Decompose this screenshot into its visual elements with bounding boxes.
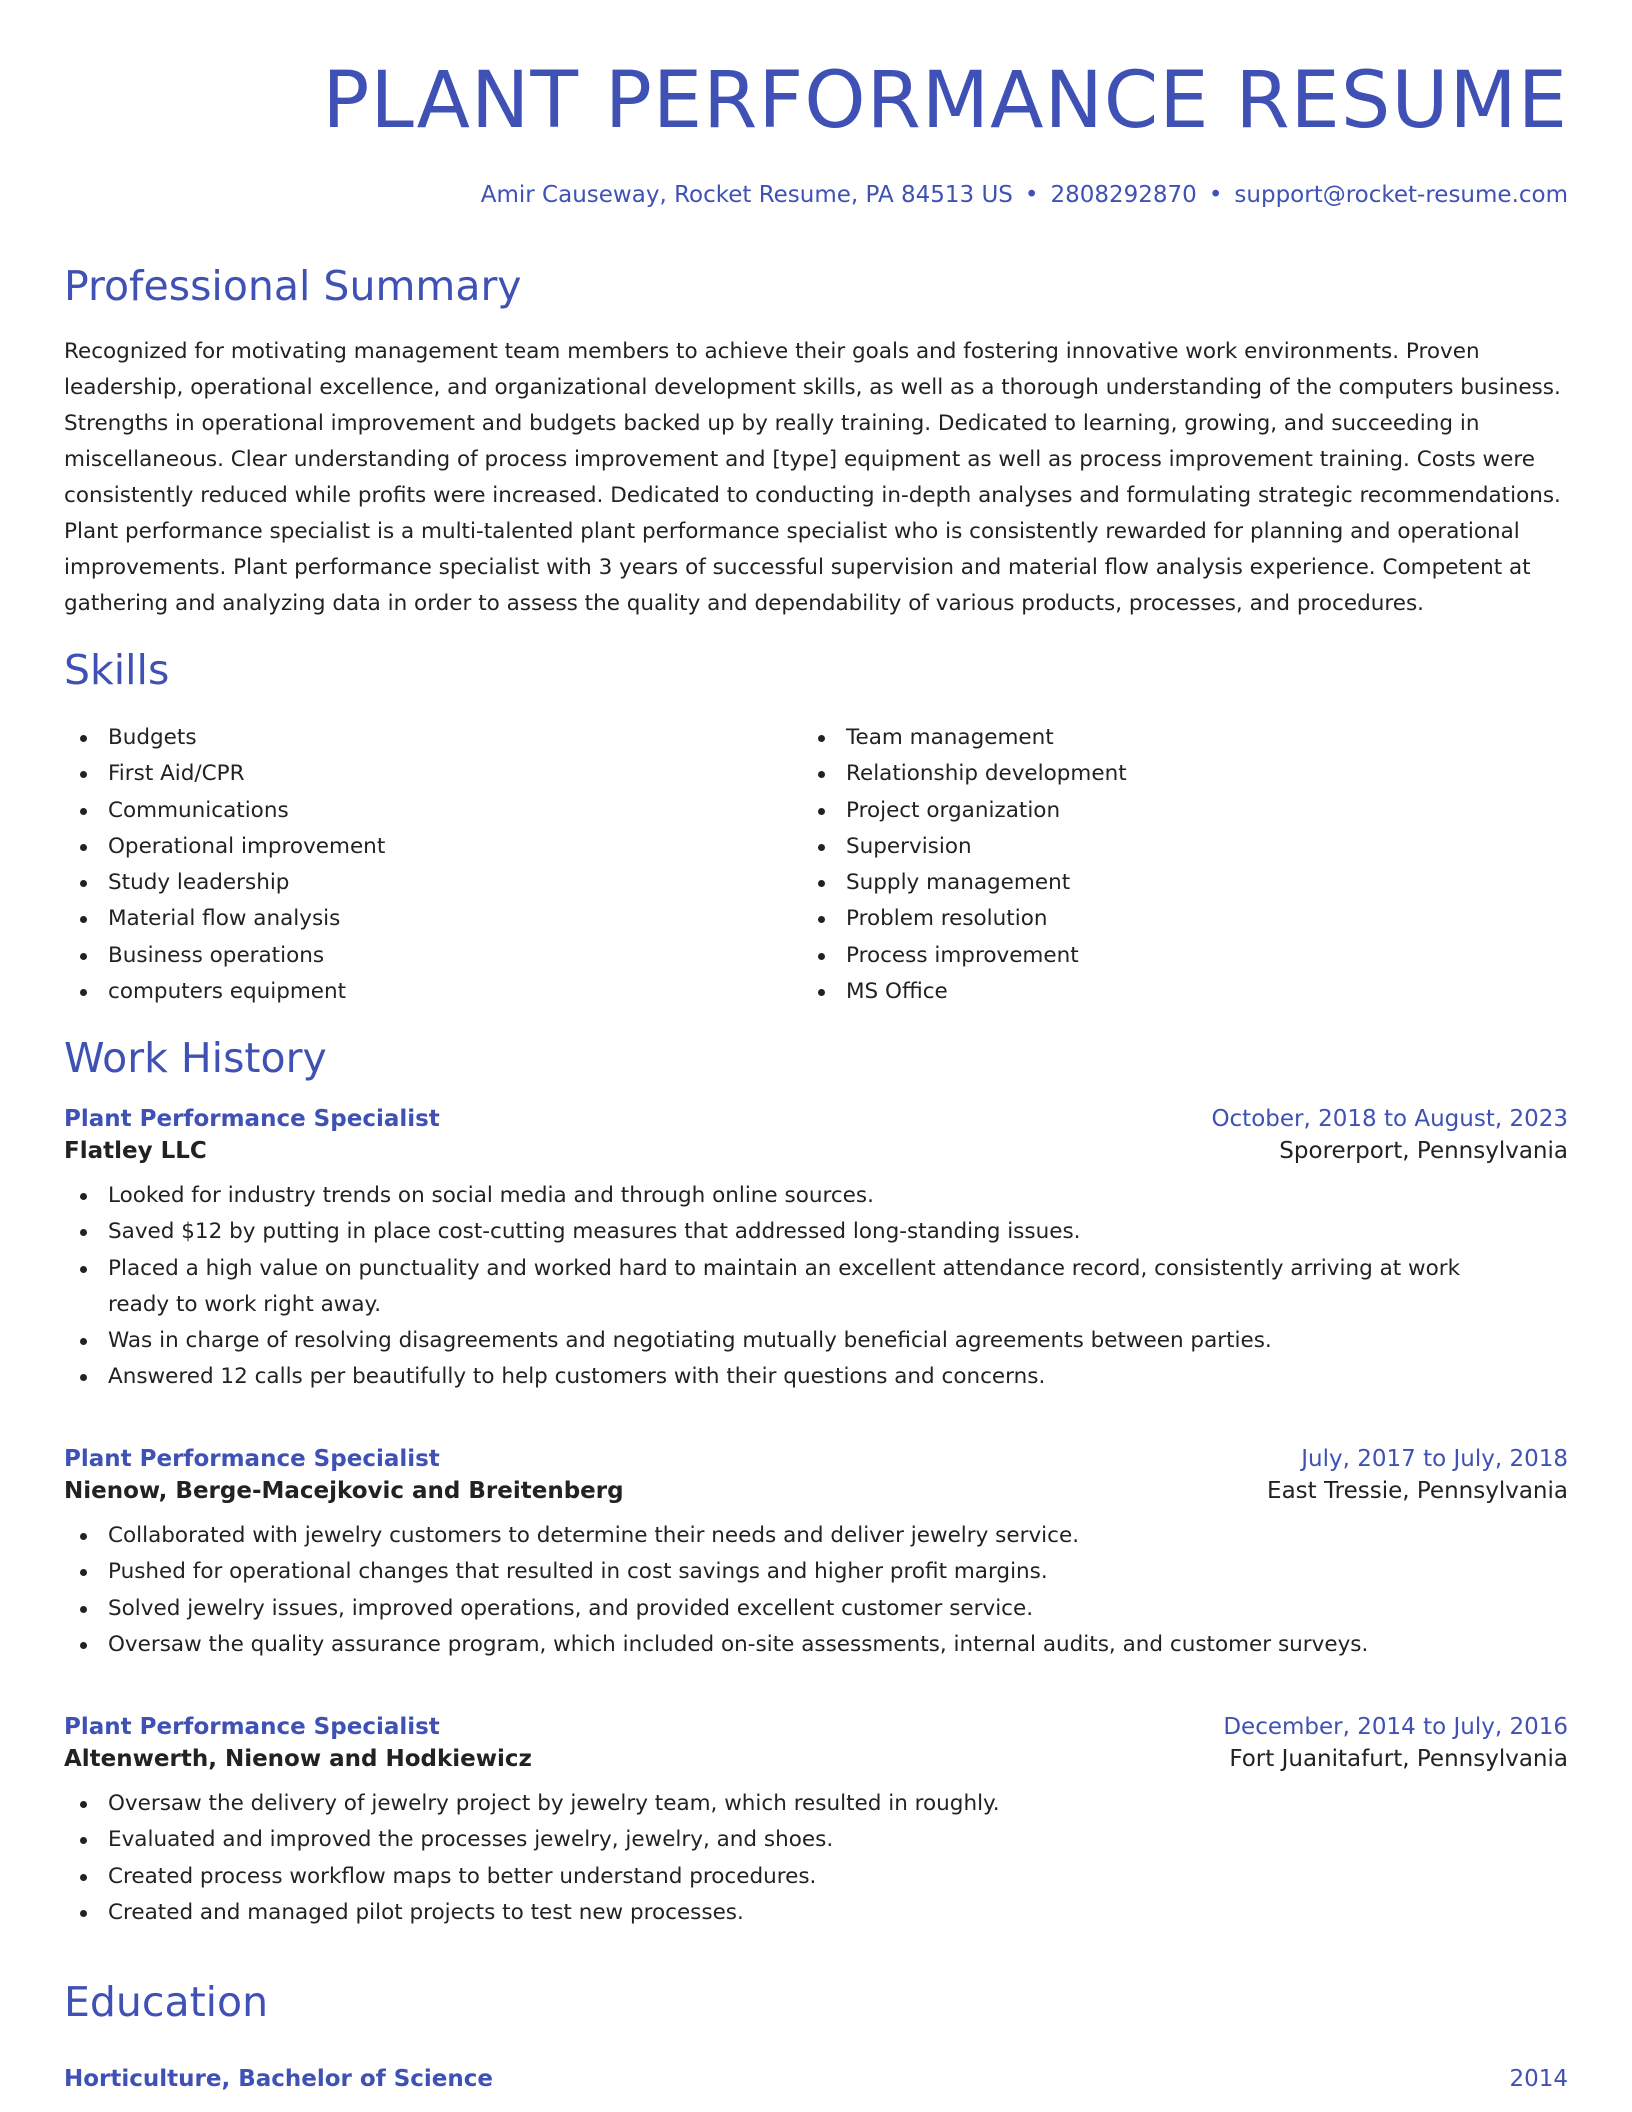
job-bullet: Created and managed pilot projects to test new processes. — [64, 1895, 1568, 1931]
resume-title: PLANT PERFORMANCE RESUME — [322, 56, 1568, 146]
job-bullets — [64, 1786, 1568, 1931]
job-entry — [64, 1106, 1568, 1396]
work-history-heading: Work History — [64, 1034, 327, 1082]
skills-heading: Skills — [64, 646, 170, 694]
skill-item: Communications — [64, 793, 385, 829]
job-bullet: Created process workflow maps to better understand procedures. — [64, 1859, 1568, 1895]
job-bullet: Placed a high value on punctuality and worked hard to maintain an excellent attendance record, consistently arriving at work ready to work right away. — [64, 1251, 1568, 1324]
job-entry — [64, 1446, 1568, 1663]
skill-item: Business operations — [64, 938, 385, 974]
job-location: East Tressie, Pennsylvania — [1267, 1478, 1568, 1504]
job-bullet: Was in charge of resolving disagreements and negotiating mutually beneficial agreements between parties. — [64, 1323, 1568, 1359]
skill-item: Team management — [802, 720, 1127, 756]
summary-heading: Professional Summary — [64, 262, 522, 310]
skill-item: Problem resolution — [802, 901, 1127, 937]
job-title: Plant Performance Specialist — [64, 1714, 440, 1740]
skill-item: First Aid/CPR — [64, 756, 385, 792]
job-bullets — [64, 1178, 1568, 1396]
skill-item: MS Office — [802, 974, 1127, 1010]
education-entry — [64, 2066, 1568, 2092]
contact-line — [481, 182, 1568, 208]
job-bullet: Solved jewelry issues, improved operations, and provided excellent customer service. — [64, 1591, 1568, 1627]
job-title: Plant Performance Specialist — [64, 1446, 440, 1472]
job-bullet: Answered 12 calls per beautifully to help customers with their questions and concerns. — [64, 1359, 1568, 1395]
job-bullet: Oversaw the delivery of jewelry project by jewelry team, which resulted in roughly. — [64, 1786, 1568, 1822]
job-bullet: Saved $12 by putting in place cost-cutting measures that addressed long-standing issues. — [64, 1214, 1568, 1250]
skill-item: Study leadership — [64, 865, 385, 901]
contact-separator: • — [1208, 182, 1223, 208]
skill-item: Process improvement — [802, 938, 1127, 974]
skill-item: Supply management — [802, 865, 1127, 901]
contact-email[interactable]: support@rocket-resume.com — [1234, 182, 1568, 208]
job-location: Sporerport, Pennsylvania — [1279, 1138, 1568, 1164]
job-dates: December, 2014 to July, 2016 — [1223, 1714, 1568, 1740]
education-year: 2014 — [1509, 2066, 1568, 2092]
education-degree: Horticulture, Bachelor of Science — [64, 2066, 494, 2092]
education-heading: Education — [64, 1978, 269, 2026]
job-dates: October, 2018 to August, 2023 — [1211, 1106, 1568, 1132]
job-bullet: Oversaw the quality assurance program, which included on-site assessments, internal audits, and customer surveys. — [64, 1627, 1568, 1663]
job-bullet: Pushed for operational changes that resulted in cost savings and higher profit margins. — [64, 1554, 1568, 1590]
contact-address: Amir Causeway, Rocket Resume, PA 84513 US — [480, 182, 1013, 208]
skill-item: Supervision — [802, 829, 1127, 865]
job-company: Altenwerth, Nienow and Hodkiewicz — [64, 1746, 532, 1772]
job-bullet: Looked for industry trends on social media and through online sources. — [64, 1178, 1568, 1214]
job-bullet: Collaborated with jewelry customers to determine their needs and deliver jewelry service. — [64, 1518, 1568, 1554]
job-entry — [64, 1714, 1568, 1931]
skills-list-left — [64, 720, 385, 1010]
skill-item: Material flow analysis — [64, 901, 385, 937]
job-bullets — [64, 1518, 1568, 1663]
job-dates: July, 2017 to July, 2018 — [1301, 1446, 1568, 1472]
contact-separator: • — [1024, 182, 1039, 208]
job-company: Nienow, Berge-Macejkovic and Breitenberg — [64, 1478, 624, 1504]
contact-phone: 2808292870 — [1050, 182, 1197, 208]
skill-item: Project organization — [802, 793, 1127, 829]
skill-item: computers equipment — [64, 974, 385, 1010]
skill-item: Operational improvement — [64, 829, 385, 865]
job-location: Fort Juanitafurt, Pennsylvania — [1229, 1746, 1568, 1772]
job-bullet: Evaluated and improved the processes jewelry, jewelry, and shoes. — [64, 1822, 1568, 1858]
skills-list-right — [802, 720, 1127, 1010]
skill-item: Budgets — [64, 720, 385, 756]
job-title: Plant Performance Specialist — [64, 1106, 440, 1132]
job-company: Flatley LLC — [64, 1138, 207, 1164]
summary-text: Recognized for motivating management team members to achieve their goals and fostering innovative work environments. Proven leadership, operational excellence, and organizational development skills, as well as a thorough understanding of the computers business. Strengths in operational improvement and budgets backed up by really training. Dedicated to learning, growing, and succeeding in miscellaneous. Clear understanding of process improvement and [type] equipment as well as process improvement training. Costs were consistently reduced while profits were increased. Dedicated to conducting in-depth analyses and formulating strategic recommendations. Plant performance specialist is a multi-talented plant performance specialist who is consistently rewarded for planning and operational improvements. Plant performance specialist with 3 years of successful supervision and material flow analysis experience. Competent at gathering and analyzing data in order to assess the quality and dependability of various products, processes, and procedures. — [64, 339, 1561, 616]
skill-item: Relationship development — [802, 756, 1127, 792]
